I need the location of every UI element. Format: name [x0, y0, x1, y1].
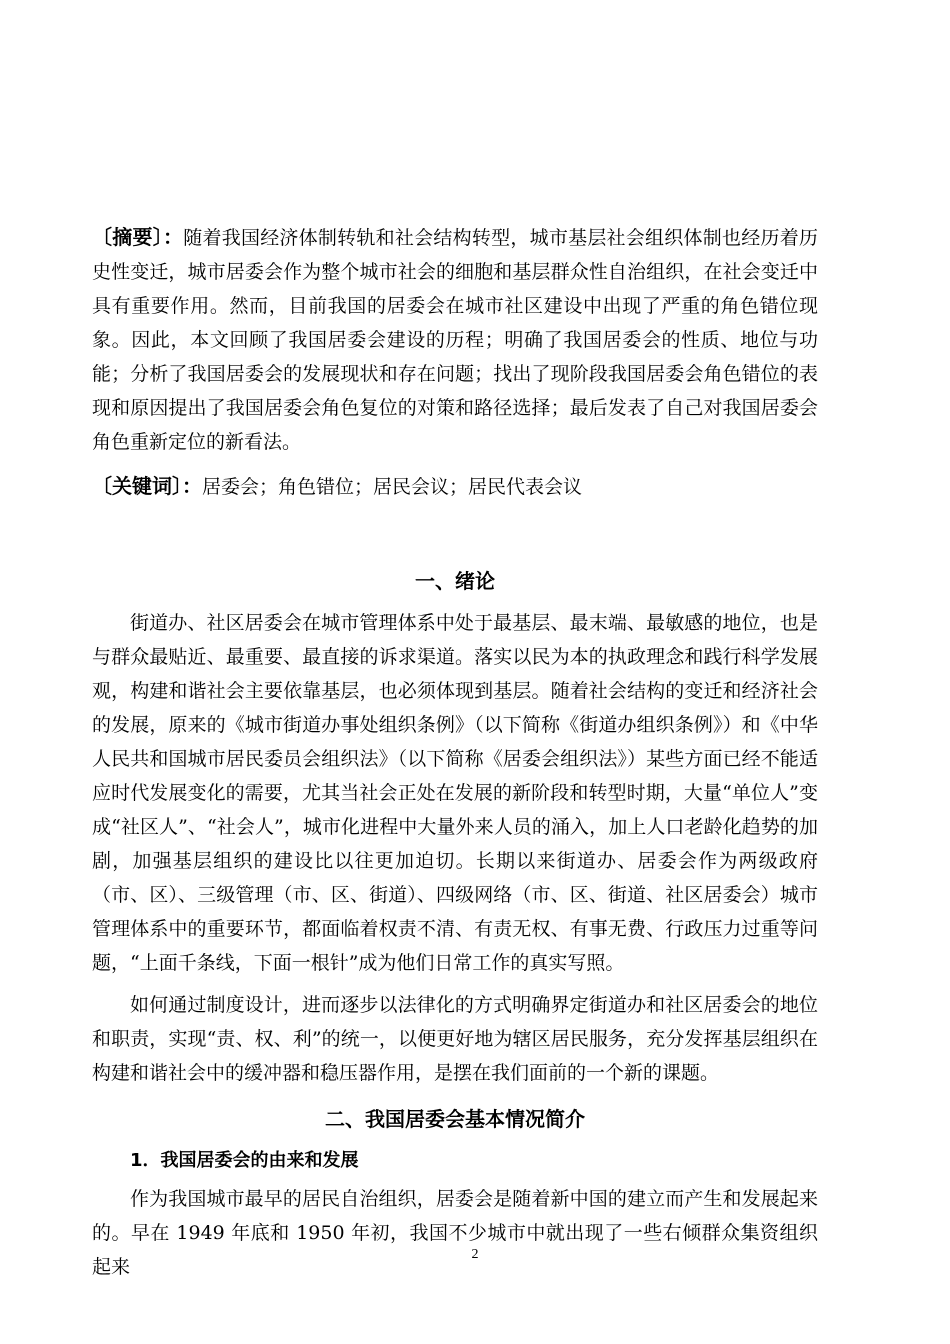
page-content: [92, 220, 818, 1292]
section-1-paragraph-1: 街道办、社区居委会在城市管理体系中处于最基层、最末端、最敏感的地位，也是与群众最贴近、最重要、最直接的诉求渠道。落实以民为本的执政理念和践行科学发展观，构建和谐社会主要依靠基层，也必须体现到基层。随着社会结构的变迁和经济社会的发展，原来的《城市街道办事处组织条例》（以下简称《街道办组织条例》）和《中华人民共和国城市居民委员会组织法》（以下简称《居委会组织法》）某些方面已经不能适应时代发展变化的需要，尤其当社会正处在发展的新阶段和转型时期，大量“单位人”变成“社区人”、“社会人”，城市化进程中大量外来人员的涌入，加上人口老龄化趋势的加剧，加强基层组织的建设比以往更加迫切。长期以来街道办、居委会作为两级政府（市、区）、三级管理（市、区、街道）、四级网络（市、区、街道、社区居委会）城市管理体系中的重要环节，都面临着权责不清、有责无权、有事无费、行政压力过重等问题，“上面千条线，下面一根针”成为他们日常工作的真实写照。: [92, 612, 818, 974]
abstract-paragraph: [92, 220, 818, 459]
section-1-title: 一、绪论: [415, 569, 495, 593]
section-2-title: 二、我国居委会基本情况简介: [325, 1107, 585, 1131]
keywords-line: [92, 469, 818, 504]
subsection-1-paragraph: 作为我国城市最早的居民自治组织，居委会是随着新中国的建立而产生和发展起来的。早在 1949 年底和 1950 年初，我国不少城市中就出现了一些右倾群众集资组织起来: [92, 1188, 818, 1278]
keywords-label: 〔关键词〕：: [92, 474, 202, 498]
section-1-paragraph-2: 如何通过制度设计，进而逐步以法律化的方式明确界定街道办和社区居委会的地位和职责，实现“责、权、利”的统一，以便更好地为辖区居民服务，充分发挥基层组织在构建和谐社会中的缓冲器和稳压器作用，是摆在我们面前的一个新的课题。: [92, 994, 818, 1084]
page-number: 2: [471, 1247, 479, 1262]
abstract-label: 〔摘要〕：: [92, 225, 184, 249]
subsection-1-title: 1．我国居委会的由来和发展: [130, 1150, 359, 1171]
keywords-text: 居委会；角色错位；居民会议；居民代表会议: [202, 476, 583, 498]
abstract-text: 随着我国经济体制转轨和社会结构转型，城市基层社会组织体制也经历着历史性变迁，城市居委会作为整个城市社会的细胞和基层群众性自治组织，在社会变迁中具有重要作用。然而，目前我国的居委会在城市社区建设中出现了严重的角色错位现象。因此，本文回顾了我国居委会建设的历程；明确了我国居委会的性质、地位与功能；分析了我国居委会的发展现状和存在问题；找出了现阶段我国居委会角色错位的表现和原因提出了我国居委会角色复位的对策和路径选择；最后发表了自己对我国居委会角色重新定位的新看法。: [92, 227, 818, 453]
